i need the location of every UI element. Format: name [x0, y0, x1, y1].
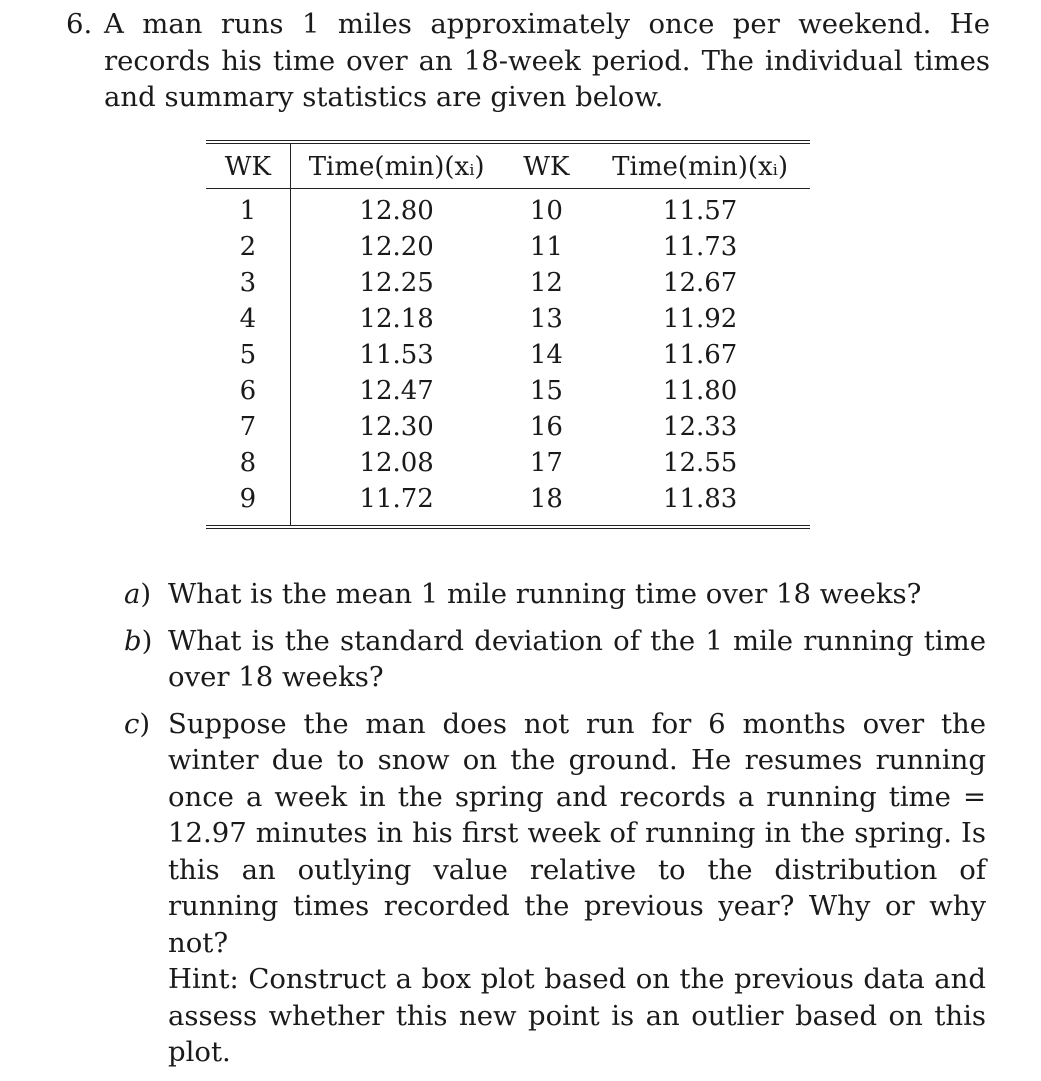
table-row: [206, 409, 810, 445]
table-row: [206, 445, 810, 481]
week-cell: 14: [529, 340, 563, 370]
time-cell: 11.53: [359, 340, 434, 370]
week-cell: 9: [206, 481, 290, 527]
problem-number: 6.: [66, 8, 93, 40]
week-cell: 1: [206, 189, 290, 230]
question-label: b): [124, 624, 153, 657]
time-cell: 11.73: [662, 232, 738, 262]
time-cell: 11.67: [662, 340, 738, 370]
time-cell: 12.67: [662, 268, 738, 298]
week-cell: 12: [529, 268, 563, 298]
time-cell: 11.80: [662, 376, 738, 406]
week-cell: 15: [529, 376, 563, 406]
hint-text: Hint: Construct a box plot based on the previous data and assess whether this new point is an outlier based on this plot.: [168, 963, 986, 1068]
table-header-row: [206, 142, 810, 189]
header-time-2: Time(min)(xᵢ): [612, 152, 789, 182]
table-row: [206, 229, 810, 265]
table-row: [206, 189, 810, 230]
time-cell: 12.47: [359, 376, 434, 406]
week-cell: 4: [206, 301, 290, 337]
week-cell: 10: [529, 196, 563, 226]
time-cell: 12.55: [662, 448, 738, 478]
week-cell: 18: [529, 484, 563, 514]
time-cell: 12.20: [359, 232, 434, 262]
time-cell: 12.30: [359, 412, 434, 442]
time-cell: 12.08: [359, 448, 434, 478]
time-cell: 11.57: [662, 196, 738, 226]
header-wk-2: WK: [523, 152, 570, 182]
question-text: What is the mean 1 mile running time over 18 weeks?: [168, 578, 922, 610]
time-cell: 11.72: [359, 484, 434, 514]
question-b: [124, 623, 986, 696]
week-cell: 6: [206, 373, 290, 409]
table-row: [206, 373, 810, 409]
time-cell: 12.33: [662, 412, 738, 442]
header-time-1: Time(min)(xᵢ): [308, 152, 485, 182]
table-row: [206, 481, 810, 527]
week-cell: 8: [206, 445, 290, 481]
week-cell: 13: [529, 304, 563, 334]
time-cell: 12.80: [359, 196, 434, 226]
question-a: [124, 576, 986, 613]
header-wk-1: WK: [206, 142, 290, 189]
question-list: [124, 576, 986, 1081]
table-row: [206, 337, 810, 373]
week-cell: 3: [206, 265, 290, 301]
time-cell: 12.18: [359, 304, 434, 334]
question-label: c): [124, 707, 151, 740]
running-times-table: [206, 140, 810, 529]
problem-statement: [66, 6, 990, 116]
table-row: [206, 301, 810, 337]
time-cell: 12.25: [359, 268, 434, 298]
week-cell: 17: [529, 448, 563, 478]
week-cell: 2: [206, 229, 290, 265]
week-cell: 11: [529, 232, 563, 262]
week-cell: 16: [529, 412, 563, 442]
question-label: a): [124, 578, 152, 610]
question-c: [124, 706, 986, 1071]
table-row: [206, 265, 810, 301]
week-cell: 5: [206, 337, 290, 373]
question-text: What is the standard deviation of the 1 mile running time over 18 weeks?: [168, 624, 986, 693]
week-cell: 7: [206, 409, 290, 445]
problem-text: A man runs 1 miles approximately once per weekend. He records his time over an 18-week period. The individual times and summary statistics are given below.: [104, 8, 990, 113]
time-cell: 11.92: [662, 304, 738, 334]
time-cell: 11.83: [662, 484, 738, 514]
question-text: Suppose the man does not run for 6 months over the winter due to snow on the ground. He resumes running once a week in the spring and records a running time = 12.97 minutes in his first week of running in the spring. Is this an outlying value relative to the distribution of running times recorded the previous year? Why or why not?: [168, 707, 986, 959]
